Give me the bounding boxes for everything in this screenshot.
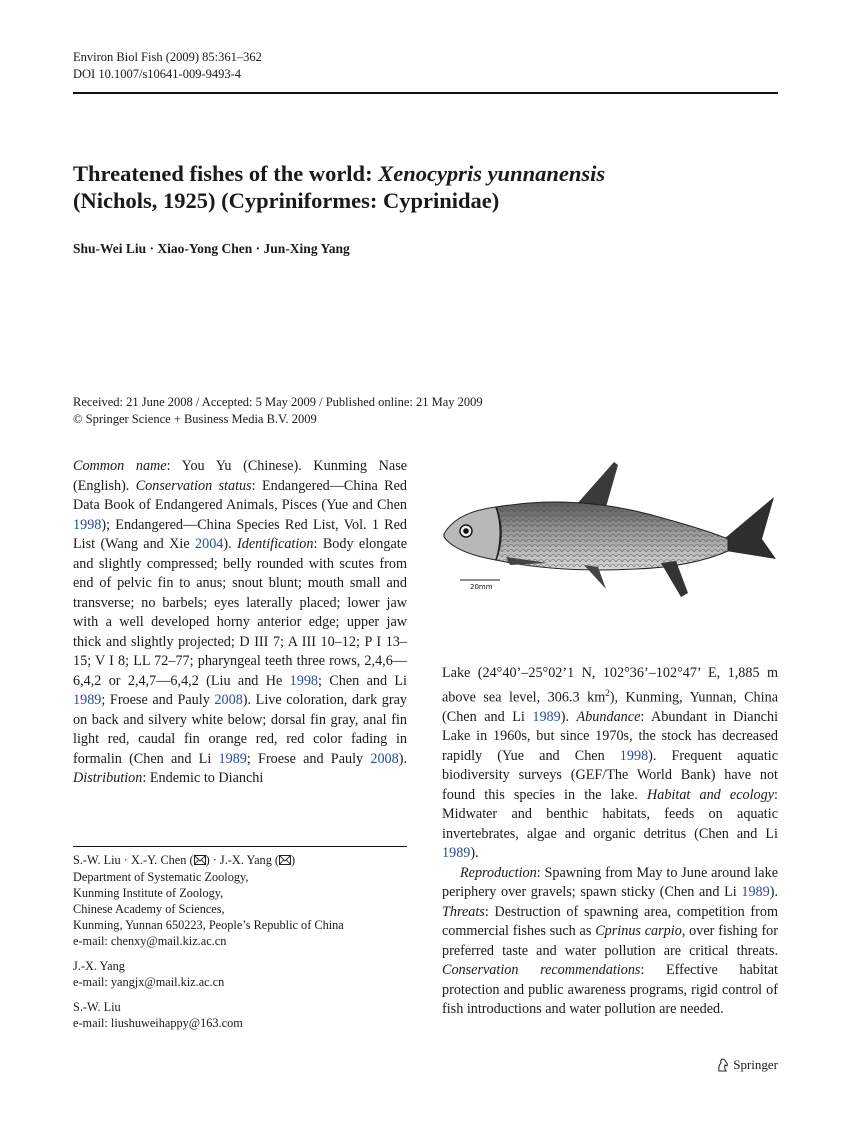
publisher-name: Springer	[733, 1057, 778, 1072]
article-title	[73, 160, 778, 214]
envelope-icon[interactable]	[279, 853, 291, 869]
citation-link[interactable]: 1989	[442, 845, 471, 862]
title-suffix: (Nichols, 1925) (Cypriniformes: Cyprinidae)	[73, 188, 500, 213]
publisher-footer	[717, 1057, 778, 1073]
affiliation-rule	[73, 846, 407, 847]
citation-link[interactable]: 1989	[532, 708, 561, 725]
citation-link[interactable]: 2004	[195, 536, 224, 552]
journal-header	[73, 49, 262, 83]
academy: Chinese Academy of Sciences,	[73, 902, 225, 916]
citation-link[interactable]: 1989	[73, 692, 102, 708]
scale-bar-label: 20mm	[470, 583, 493, 591]
affiliation-block	[73, 852, 413, 1031]
right-column-text	[442, 664, 778, 1020]
article-dates	[73, 394, 483, 428]
address: Kunming, Yunnan 650223, People’s Republic of China	[73, 918, 344, 932]
author-liu: S.-W. Liu	[73, 1000, 121, 1014]
envelope-icon[interactable]	[194, 853, 206, 869]
author-yang: J.-X. Yang	[73, 959, 125, 973]
received-dates: Received: 21 June 2008 / Accepted: 5 May 2009 / Published online: 21 May 2009	[73, 395, 483, 409]
authors: Shu-Wei Liu · Xiao-Yong Chen · Jun-Xing Yang	[73, 241, 350, 256]
citation-link[interactable]: 1998	[289, 672, 318, 689]
citation-link[interactable]: 2008	[214, 692, 243, 708]
journal-citation: Environ Biol Fish (2009) 85:361–362	[73, 50, 262, 64]
title-prefix: Threatened fishes of the world:	[73, 161, 379, 186]
citation-link[interactable]: 1989	[741, 884, 770, 901]
springer-horse-icon	[717, 1058, 729, 1072]
citation-link[interactable]: 1998	[73, 516, 102, 533]
paragraph: Lake (24°40’–25°02’1 N, 102°36’–102°47’ E, 1,885 m above sea level, 306.3 $km^2$), Kunming, Yunnan, China (Chen and Li 1989). Abundance: Abundant in Dianchi Lake in 1960s, but since 1970s, the stock has decreased rapidly (Yue and Chen 1998). Frequent aquatic biodiversity surveys (GEF/The World Bank) have not found this species in the lake. Habitat and ecology: Midwater and benthic habitats, feeds on aquatic invertebrates, algae and organic detritus (Chen and Li 1989).	[442, 665, 779, 862]
department: Department of Systematic Zoology,	[73, 870, 249, 884]
email-liu[interactable]: e-mail: liushuweihappy@163.com	[73, 1016, 243, 1030]
citation-link[interactable]: 2008	[370, 750, 399, 767]
title-species: Xenocypris yunnanensis	[378, 161, 606, 186]
left-column-text: Common name: You Yu (Chinese). Kunming Nase (English). Conservation status: Endangered—China Red Data Book of Endangered Animals, Pisces (Yue and Chen 1998); Endangered—China Species Red List, Vol. 1 Red List (Wang and Xie 2004). Identification: Body elongate and slightly compressed; belly rounded with scutes from end of pelvic fin to anus; snout blunt; mouth small and transverse; no barbels; eyes laterally placed; lower jaw with a well developed horny anterior edge; upper jaw thick and slightly projected; D III 7; A III 10–12; P I 13–15; V I 8; LL 72–77; pharyngeal teeth three rows, 2,4,6—6,4,2 or 2,4,7—6,4,2 (Liu and He 1998; Chen and Li 1989; Froese and Pauly 2008). Live coloration, dark gray on back and silvery white below; dorsal fin gray, anal fin light red, caudal fin orange red, red color fading in formalin (Chen and Li 1989; Froese and Pauly 2008). Distribution: Endemic to Dianchi	[73, 458, 408, 786]
citation-link[interactable]: 1998	[619, 747, 649, 764]
institute: Kunming Institute of Zoology,	[73, 886, 224, 900]
author-names: S.-W. Liu · X.-Y. Chen ( ) · J.-X. Yang ( )	[73, 853, 296, 867]
header-rule	[73, 92, 778, 94]
email-yang[interactable]: e-mail: yangjx@mail.kiz.ac.cn	[73, 975, 225, 989]
doi: DOI 10.1007/s10641-009-9493-4	[73, 67, 242, 81]
fish-illustration	[436, 457, 782, 603]
copyright: © Springer Science + Business Media B.V. 2009	[73, 412, 317, 426]
citation-link[interactable]: 1989	[218, 750, 247, 767]
paragraph: Reproduction: Spawning from May to June around lake periphery over gravels; spawn sticky (Chen and Li 1989). Threats: Destruction of spawning area, competition from commercial fishes such as Cprinus carpio, over fishing for preferred taste and water pollution are critical threats. Conservation recommendations: Effective habitat protection and public awareness programs, rigid control of fish introductions and water pollution are needed.	[442, 864, 779, 1018]
email-chen[interactable]: e-mail: chenxy@mail.kiz.ac.cn	[73, 934, 227, 948]
